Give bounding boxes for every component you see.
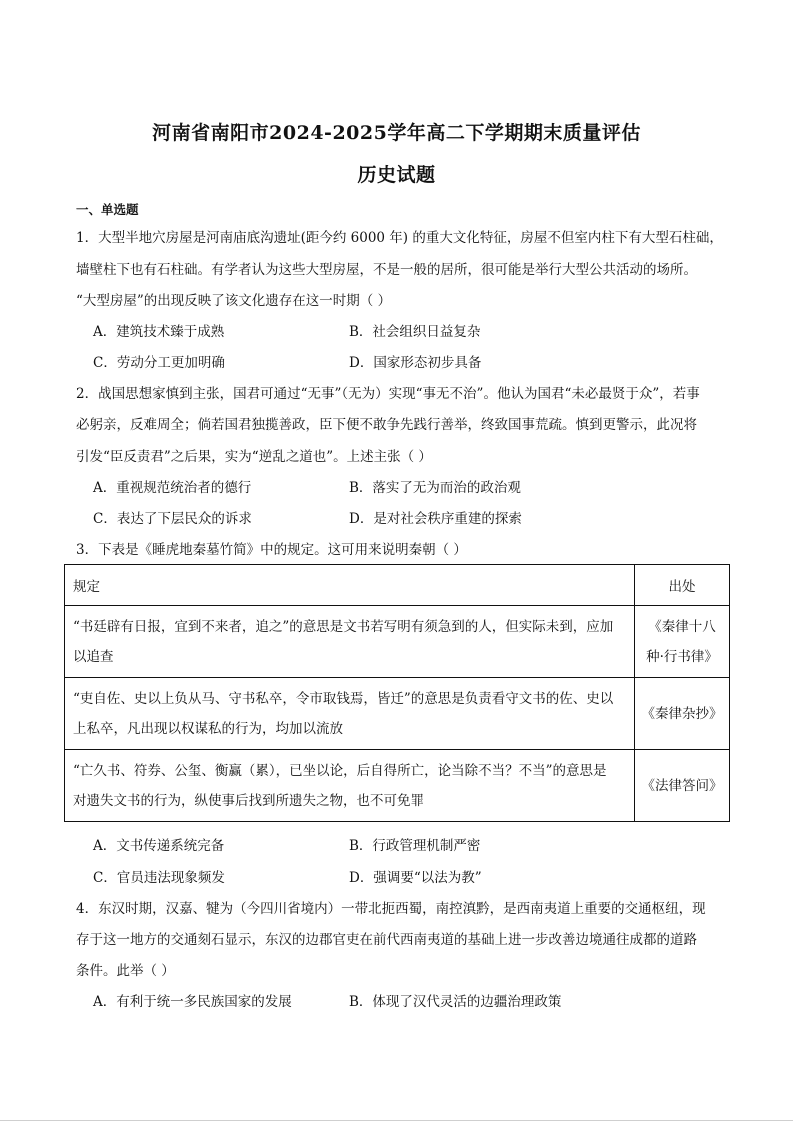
exam-title: 河南省南阳市2024-2025学年高二下学期期末质量评估 [152,122,641,144]
question-4-line-1: 4．东汉时期，汉嘉、犍为（今四川省境内）一带北扼西蜀，南控滇黔，是西南夷道上重要的交通枢纽，现 [76,901,706,917]
question-2-line-1: 2．战国思想家慎到主张，国君可通过“无事”（无为）实现“事无不治”。他认为国君“未必最贤于众”，若事 [76,386,700,402]
question-3-option-c[interactable]: C．官员违法现象频发 [93,870,225,886]
rule-line: “亡久书、符券、公玺、衡赢（累），已坐以论，后自得所亡，论当除不当？不当”的意思是 [73,762,607,779]
exam-subtitle: 历史试题 [357,164,436,186]
section-heading: 一、单选题 [76,202,139,217]
question-4-line-3: 条件。此举（ ） [76,963,175,979]
question-4-option-a[interactable]: A．有利于统一多民族国家的发展 [93,994,292,1010]
rule-line: 对遗失文书的行为，纵使事后找到所遗失之物，也不可免罪 [73,792,424,809]
question-2-option-a[interactable]: A．重视规范统治者的德行 [93,480,252,496]
source-line: 《秦律十八 [648,618,716,635]
rule-line: 以追查 [73,648,114,665]
table-cell-rule [65,750,635,822]
page-bottom-divider [0,1120,793,1121]
source-line: 《法律答问》 [641,777,723,794]
table-cell-rule [65,678,635,750]
question-3-option-b[interactable]: B．行政管理机制严密 [349,838,481,854]
question-4-option-b[interactable]: B．体现了汉代灵活的边疆治理政策 [349,994,562,1010]
question-2-line-2: 必躬亲，反难周全；倘若国君独揽善政，臣下便不敢争先践行善举，终致国事荒疏。慎到更警示，此况将 [76,417,697,433]
table-cell-source [635,750,730,822]
question-2-option-d[interactable]: D．是对社会秩序重建的探索 [349,511,522,527]
rule-line: “书廷辟有日报，宜到不来者，追之”的意思是文书若写明有须急到的人，但实际未到，应加 [73,618,614,635]
question-1-option-d[interactable]: D．国家形态初步具备 [349,355,482,371]
table-header-row [65,565,730,606]
question-1-line-3: “大型房屋”的出现反映了该文化遗存在这一时期（ ） [76,293,392,309]
question-1-option-c[interactable]: C．劳动分工更加明确 [93,355,225,371]
question-1-line-2: 墙壁柱下也有石柱础。有学者认为这些大型房屋，不是一般的居所，很可能是举行大型公共活动的场所。 [76,262,697,278]
question-2-option-b[interactable]: B．落实了无为而治的政治观 [349,480,521,496]
question-4-line-2: 存于这一地方的交通刻石显示，东汉的边郡官吏在前代西南夷道的基础上进一步改善边境通往成都的道路 [76,932,697,948]
source-line: 《秦律杂抄》 [641,705,723,722]
question-1-line-1: 1．大型半地穴房屋是河南庙底沟遗址(距今约 6000 年) 的重大文化特征，房屋不但室内柱下有大型石柱础， [76,230,723,246]
qin-rules-table [64,564,730,822]
table-cell-source [635,678,730,750]
question-3-option-d[interactable]: D．强调要“以法为教” [349,870,482,886]
question-3-option-a[interactable]: A．文书传递系统完备 [93,838,225,854]
table-header-rule: 规定 [65,565,635,606]
table-row [65,678,730,750]
source-line: 种·行书律》 [646,648,718,665]
question-1-option-b[interactable]: B．社会组织日益复杂 [349,324,481,340]
table-cell-source [635,606,730,678]
rule-line: “吏自佐、史以上负从马、守书私卒，令市取钱焉，皆迁”的意思是负责看守文书的佐、史以 [73,690,614,707]
question-2-option-c[interactable]: C．表达了下层民众的诉求 [93,511,252,527]
table-row [65,750,730,822]
question-2-line-3: 引发“臣反责君”之后果，实为“逆乱之道也”。上述主张（ ） [76,449,432,465]
question-3-line-1: 3．下表是《睡虎地秦墓竹简》中的规定。这可用来说明秦朝（ ） [76,542,467,558]
question-1-option-a[interactable]: A．建筑技术臻于成熟 [93,324,225,340]
table-row [65,606,730,678]
table-header-source: 出处 [635,565,730,606]
table-cell-rule [65,606,635,678]
rule-line: 上私卒，凡出现以权谋私的行为，均加以流放 [73,720,343,737]
